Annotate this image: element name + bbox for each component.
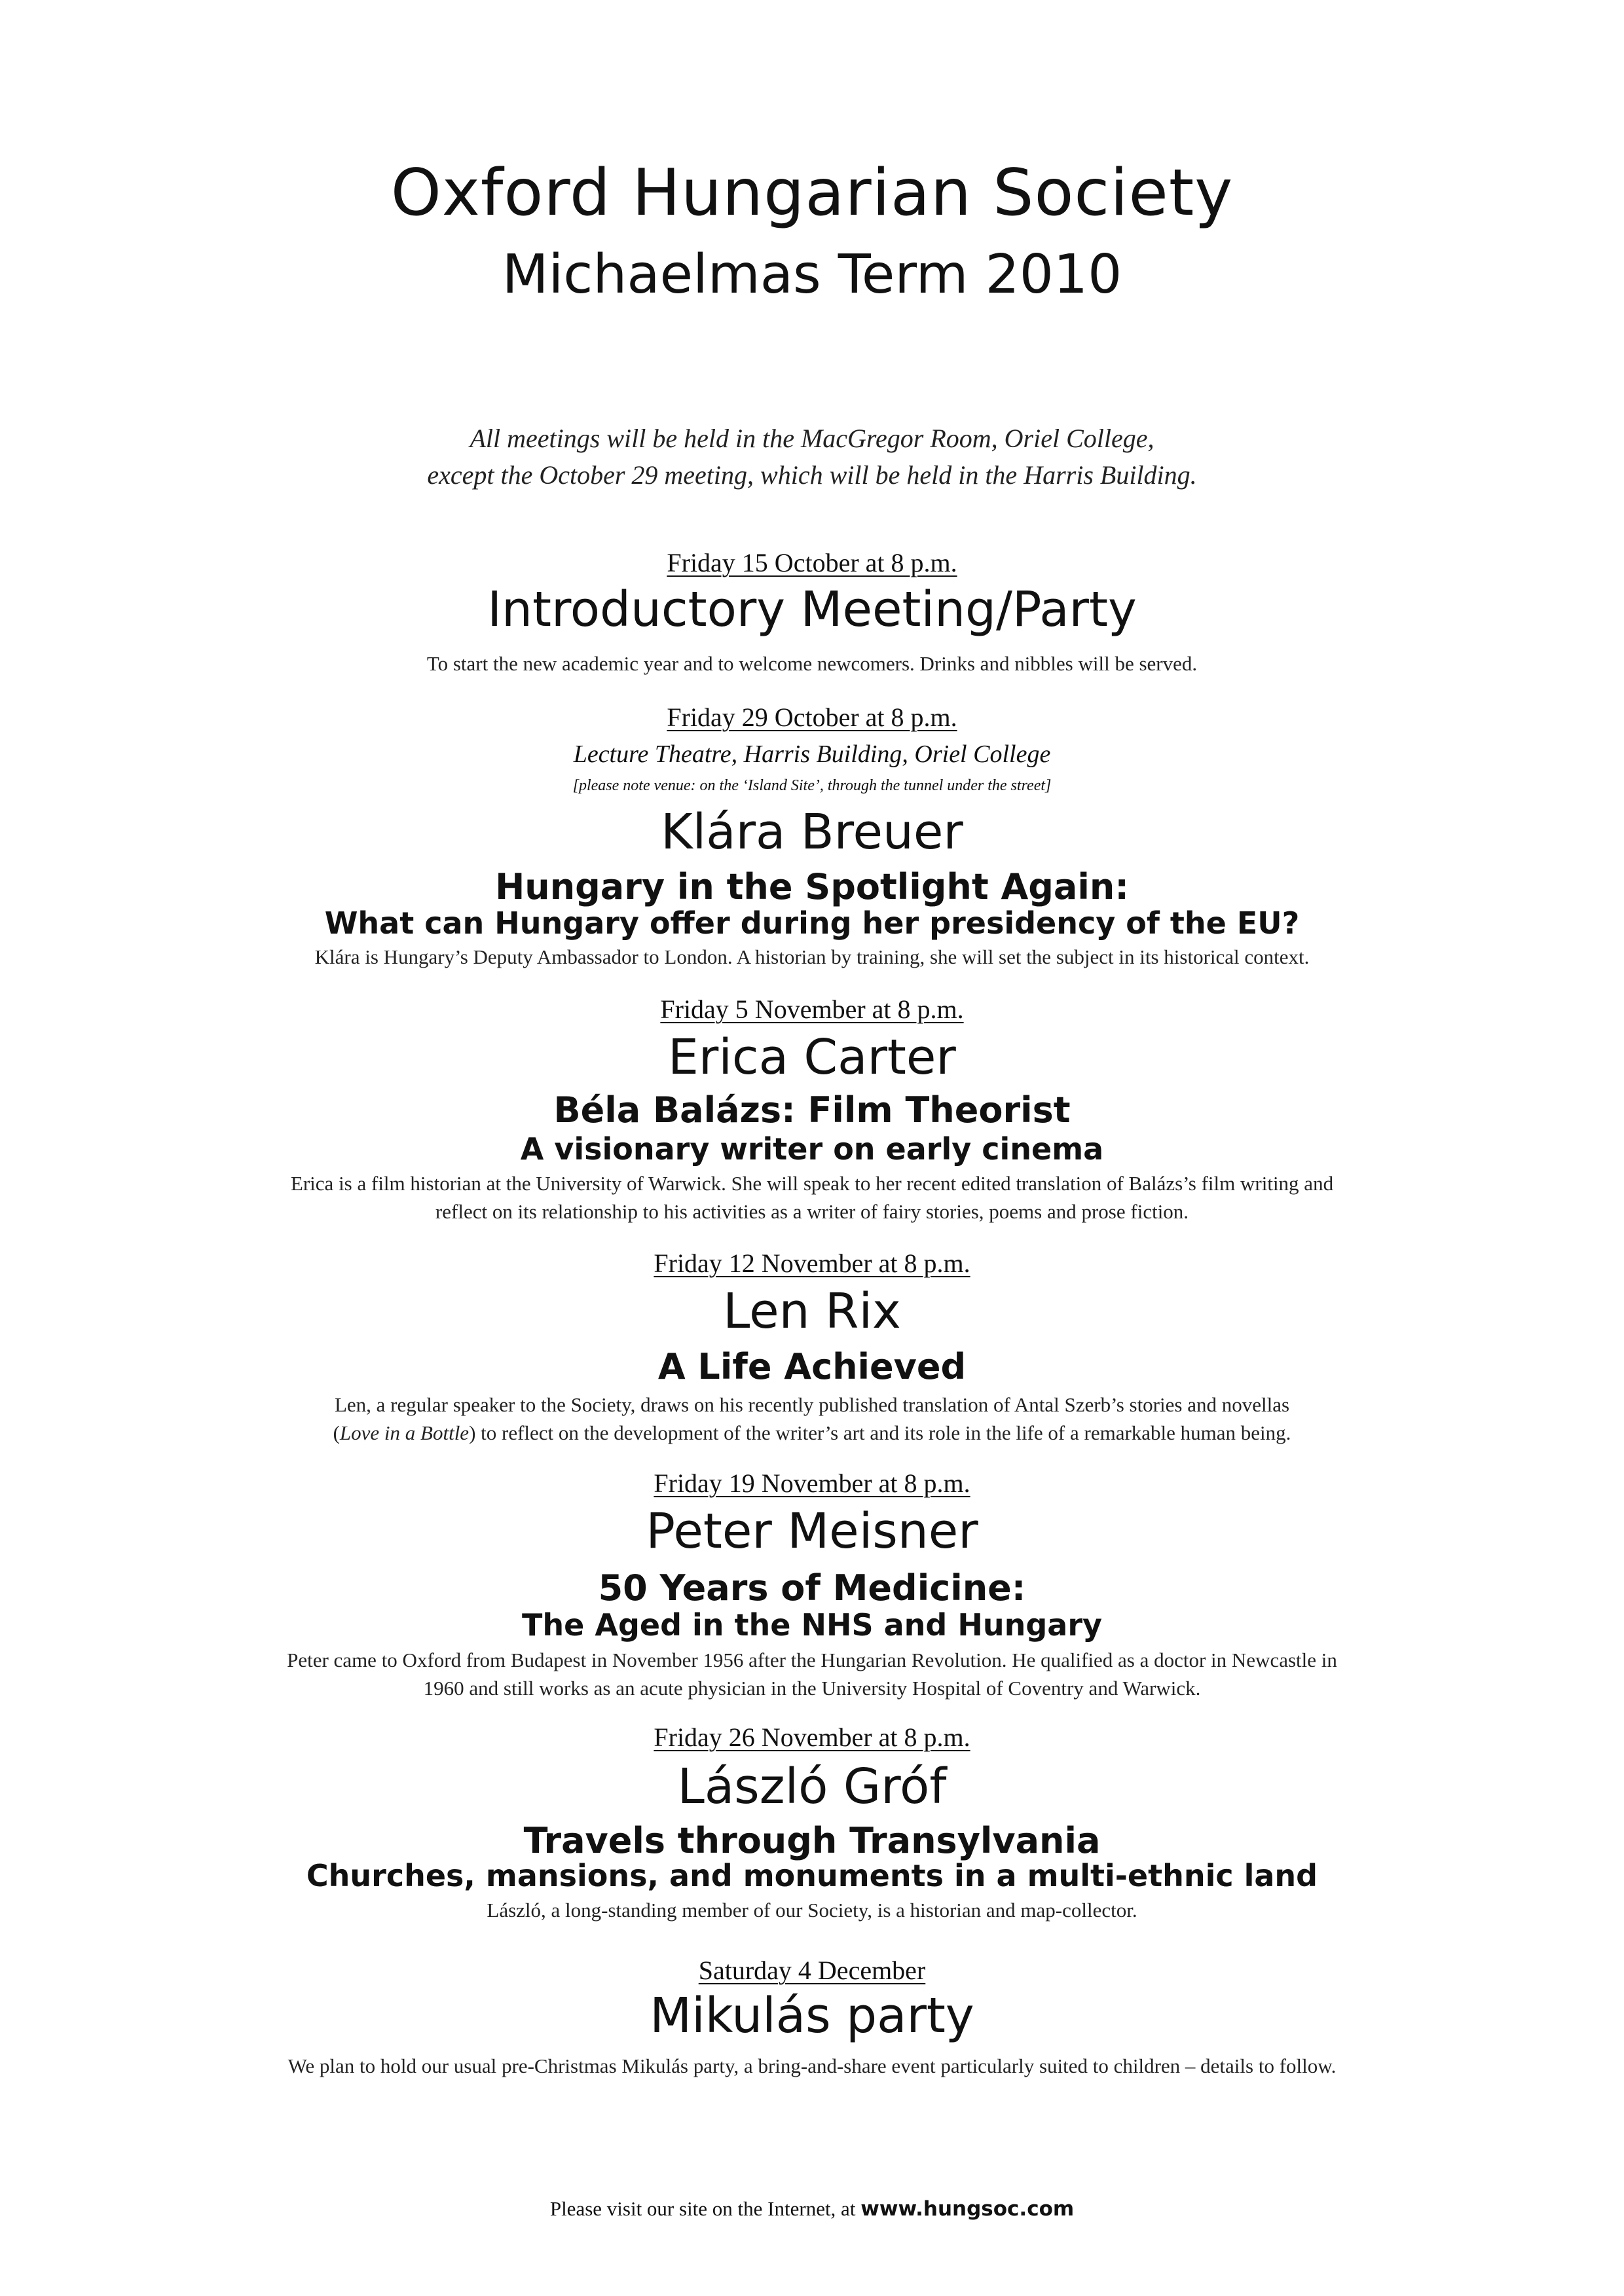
talk-subtitle: What can Hungary offer during her presidency of the EU? <box>324 905 1300 941</box>
talk-subtitle: The Aged in the NHS and Hungary <box>522 1607 1102 1643</box>
event-description: 1960 and still works as an acute physician in the University Hospital of Coventry and Warwick. <box>423 1677 1201 1700</box>
talk-title: Béla Balázs: Film Theorist <box>553 1089 1071 1131</box>
talk-title: 50 Years of Medicine: <box>598 1567 1026 1609</box>
intro-line-2: except the October 29 meeting, which will be held in the Harris Building. <box>427 460 1197 490</box>
footer-text: Please visit our site on the Internet, at <box>549 2197 861 2220</box>
book-title: Love in a Bottle <box>339 1421 470 1444</box>
event-date: Friday 29 October at 8 p.m. <box>667 702 957 732</box>
talk-subtitle: A visionary writer on early cinema <box>520 1131 1104 1167</box>
event-description: Peter came to Oxford from Budapest in November 1956 after the Hungarian Revolution. He qualified as a doctor in Newcastle in <box>287 1649 1337 1671</box>
event-date: Friday 5 November at 8 p.m. <box>660 994 964 1024</box>
speaker-name: Peter Meisner <box>646 1503 978 1559</box>
event-venue: Lecture Theatre, Harris Building, Oriel College <box>573 740 1051 768</box>
talk-title: Hungary in the Spotlight Again: <box>495 866 1129 907</box>
footer <box>0 2197 1624 2221</box>
intro-line-1: All meetings will be held in the MacGregor Room, Oriel College, <box>470 424 1154 453</box>
event-date: Saturday 4 December <box>698 1956 926 1985</box>
venue-note: [please note venue: on the ‘Island Site’, through the tunnel under the street] <box>572 777 1052 794</box>
speaker-name: Len Rix <box>723 1283 901 1339</box>
event-description: Len, a regular speaker to the Society, draws on his recently published translation of Antal Szerb’s stories and novellas <box>334 1393 1290 1416</box>
event-description: reflect on its relationship to his activities as a writer of fairy stories, poems and prose fiction. <box>435 1200 1189 1223</box>
speaker-name: Erica Carter <box>668 1029 956 1085</box>
speaker-name: Klára Breuer <box>661 804 963 860</box>
event-description: Klára is Hungary’s Deputy Ambassador to London. A historian by training, she will set the subject in its historical context. <box>314 945 1310 968</box>
page-title: Oxford Hungarian Society <box>390 156 1234 230</box>
event-date: Friday 26 November at 8 p.m. <box>654 1722 970 1752</box>
event-description: Erica is a film historian at the University of Warwick. She will speak to her recent edited translation of Balázs’s film writing and <box>290 1172 1334 1195</box>
talk-subtitle: Churches, mansions, and monuments in a multi-ethnic land <box>306 1858 1318 1893</box>
term-subtitle: Michaelmas Term 2010 <box>502 244 1122 306</box>
description-text: ) to reflect on the development of the writer’s art and its role in the life of a remarkable human being. <box>469 1421 1291 1444</box>
event-date: Friday 12 November at 8 p.m. <box>654 1248 970 1278</box>
event-title: Introductory Meeting/Party <box>487 581 1137 638</box>
event-description: We plan to hold our usual pre-Christmas Mikulás party, a bring-and-share event particularly suited to children – details to follow. <box>287 2054 1337 2077</box>
speaker-name: László Gróf <box>677 1758 947 1815</box>
talk-title: A Life Achieved <box>657 1346 967 1387</box>
event-description: To start the new academic year and to welcome newcomers. Drinks and nibbles will be served. <box>426 652 1198 675</box>
talk-title: Travels through Transylvania <box>523 1820 1101 1861</box>
event-description: László, a long-standing member of our Society, is a historian and map-collector. <box>487 1899 1137 1922</box>
website-link[interactable]: www.hungsoc.com <box>860 2197 1075 2221</box>
event-description: (Love in a Bottle) to reflect on the development of the writer’s art and its role in the life of a remarkable human being. <box>333 1421 1291 1444</box>
event-title: Mikulás party <box>650 1988 974 2044</box>
event-date: Friday 15 October at 8 p.m. <box>667 548 957 577</box>
event-date: Friday 19 November at 8 p.m. <box>654 1468 970 1498</box>
